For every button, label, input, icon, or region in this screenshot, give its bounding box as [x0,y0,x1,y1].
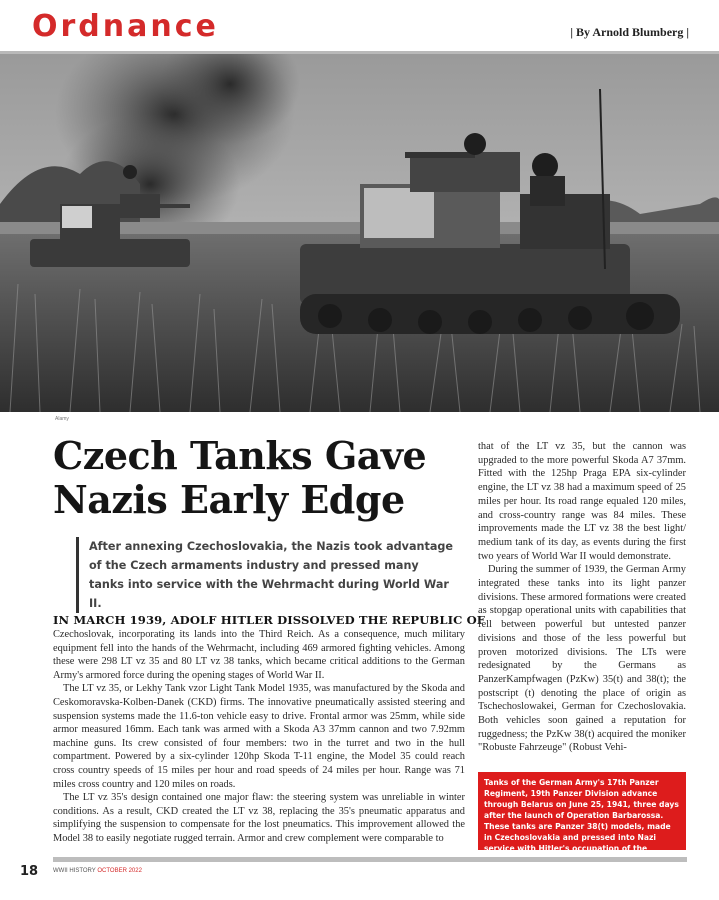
paragraph-4: that of the LT vz 35, but the cannon was upgraded to the more powerful Skoda A7 37mm. Fitted with the 125hp Praga EPA six-cylinder engine, the LT vz 38 had a maximum speed of 25 miles per hour. Its road range equaled 120 miles, and cross-country range was 84 miles. These improvements made the LT vz 38 the best light/ medium tank of its day, as events during the first two years of World War II would demonstrate. [478,441,686,562]
footer-publication [53,868,142,874]
paragraph-1: Czechoslovak, incorporating its lands into the Third Reich. As a consequence, much military equipment fell into the hands of the Wehrmacht, including 469 armored fighting vehicles. Among these were 298 LT vz 35 and 80 LT vz 38 tanks, which became critical additions to the German Army's armored force during the opening stages of World War II. [53,629,465,681]
article-headline [53,434,468,522]
footer-rule [53,857,687,862]
publication-name: WWII HISTORY [53,868,96,874]
photo-credit: Alamy [55,416,69,422]
paragraph-2: The LT vz 35, or Lekhy Tank vzor Light Tank Model 1935, was manufactured by the Skoda and Ceskomoravska-Kolben-Danek (CKD) firms. The innovative pneumatically assisted steering and suspension systems made the 11.6-ton vehicle easy to drive. Frontal armor was 25mm, while side armor measured 16mm. Each tank was armed with a Skoda A3 37mm cannon and two 7.92mm machine guns. Its crew consisted of four members: two in the turret and two in the hull compartment. Powered by a six-cylinder 120hp Skoda T-11 engine, the Model 35 could reach cross country speeds of 15 miles per hour and road speeds of 24 miles per hour. Range was 71 miles cross country and 120 miles on roads. [53,683,465,790]
headline-line-2: Nazis Early Edge [53,477,405,522]
body-column-right [478,440,686,755]
page-number: 18 [20,864,39,879]
tank-photograph [0,54,719,412]
body-column-left [53,612,486,846]
photo-caption: Tanks of the German Army's 17th Panzer Regiment, 19th Panzer Division advance through Belarus on June 25, 1941, three days after the launch of Operation Barbarossa. These tanks are Panzer 38(t) models, made in Czechoslovakia and pressed into Nazi service with Hitler's occupation of the [478,772,686,850]
section-title: Ordnance [32,9,219,44]
article-deck: After annexing Czechoslovakia, the Nazis took advantage of the Czech armaments industry and pressed many tanks into service with the Wehrmacht during World War II. [76,537,456,613]
lead-in: IN MARCH 1939, ADOLF HITLER DISSOLVED THE REPUBLIC OF [53,613,486,627]
byline: | By Arnold Blumberg | [570,25,689,39]
paragraph-5: During the summer of 1939, the German Army integrated these tanks into its light panzer divisions. These armored formations were created as stopgap operational units with capabilities that fell between powerful but untested panzer divisions and those of the less powerful but proven motorized divisions. The LTs were redesignated by the Germans as PanzerKampfwagen (PzKw) 35(t) and 38(t); the postscript (t) denoting the place of origin as Tschechoslowakei, German for Czechoslovakia. Both vehicles soon gained a reputation for ruggedness; the PzKw 38(t) acquired the moniker "Robuste Fahrzeuge" (Robust Vehi- [478,564,686,754]
page-header [0,0,719,52]
issue-date: OCTOBER 2022 [97,868,142,874]
paragraph-3: The LT vz 35's design contained one major flaw: the steering system was unreliable in winter conditions. As a result, CKD created the LT vz 38, replacing the 35's pneumatic apparatus and simplifying the suspension to compensate for the lost pneumatics. This improvement allowed the Model 38 to easily negotiate rugged terrain. Armor and crew complement were comparable to [53,792,465,844]
headline-line-1: Czech Tanks Gave [53,433,427,478]
